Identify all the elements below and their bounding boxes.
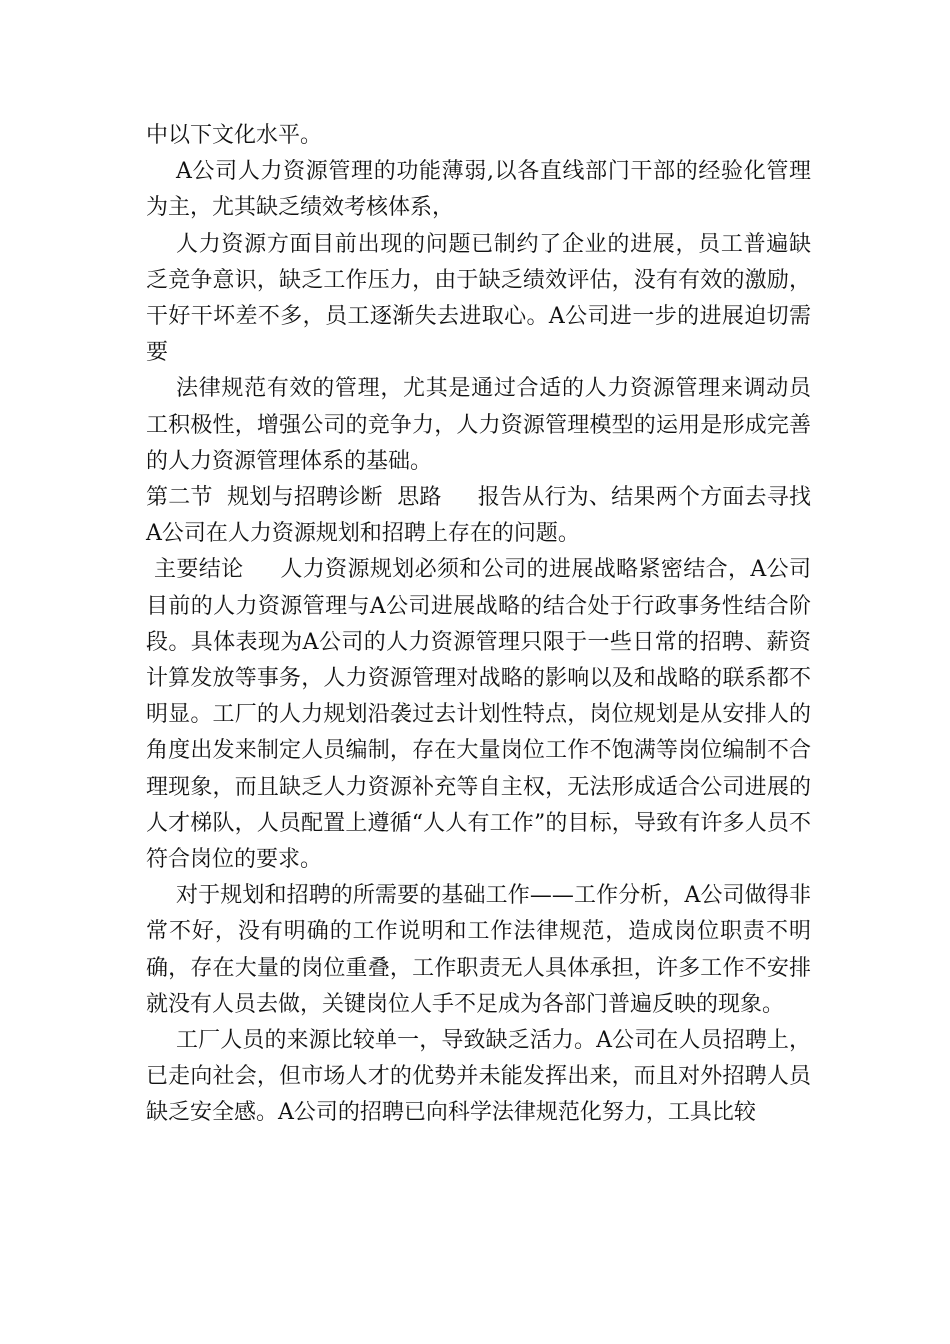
document-body <box>146 118 811 1132</box>
paragraph-3: 人力资源方面目前出现的问题已制约了企业的进展，员工普遍缺乏竞争意识，缺乏工作压力，由于缺乏绩效评估，没有有效的激励，干好干坏差不多，员工逐渐失去进取心。A公司进一步的进展迫切需要 <box>146 231 811 366</box>
paragraph-1: 中以下文化水平。 <box>146 123 323 148</box>
section-heading-paragraph: 第二节 规划与招聘诊断 思路 报告从行为、结果两个方面去寻找A公司在人力资源规划和招聘上存在的问题。 <box>146 485 811 547</box>
paragraph-8: 工厂人员的来源比较单一，导致缺乏活力。A公司在人员招聘上，已走向社会，但市场人才的优势并未能发挥出来，而且对外招聘人员缺乏安全感。A公司的招聘已向科学法律规范化努力，工具比较 <box>146 1028 811 1126</box>
paragraph-7: 对于规划和招聘的所需要的基础工作——工作分析，A公司做得非常不好，没有明确的工作说明和工作法律规范，造成岗位职责不明确，存在大量的岗位重叠，工作职责无人具体承担，许多工作不安排就没有人员去做，关键岗位人手不足成为各部门普遍反映的现象。 <box>146 883 811 1017</box>
paragraph-2: A公司人力资源管理的功能薄弱,以各直线部门干部的经验化管理为主，尤其缺乏绩效考核体系， <box>146 159 811 221</box>
paragraph-4: 法律规范有效的管理，尤其是通过合适的人力资源管理来调动员工积极性，增强公司的竞争力，人力资源管理模型的运用是形成完善的人力资源管理体系的基础。 <box>146 376 811 474</box>
conclusion-paragraph: 主要结论 人力资源规划必须和公司的进展战略紧密结合，A公司目前的人力资源管理与A公司进展战略的结合处于行政事务性结合阶段。具体表现为A公司的人力资源管理只限于一些日常的招聘、薪资计算发放等事务，人力资源管理对战略的影响以及和战略的联系都不明显。工厂的人力规划沿袭过去计划性特点，岗位规划是从安排人的角度出发来制定人员编制，存在大量岗位工作不饱满等岗位编制不合理现象，而且缺乏人力资源补充等自主权，无法形成适合公司进展的人才梯队，人员配置上遵循“人人有工作”的目标，导致有许多人员不符合岗位的要求。 <box>146 557 811 873</box>
